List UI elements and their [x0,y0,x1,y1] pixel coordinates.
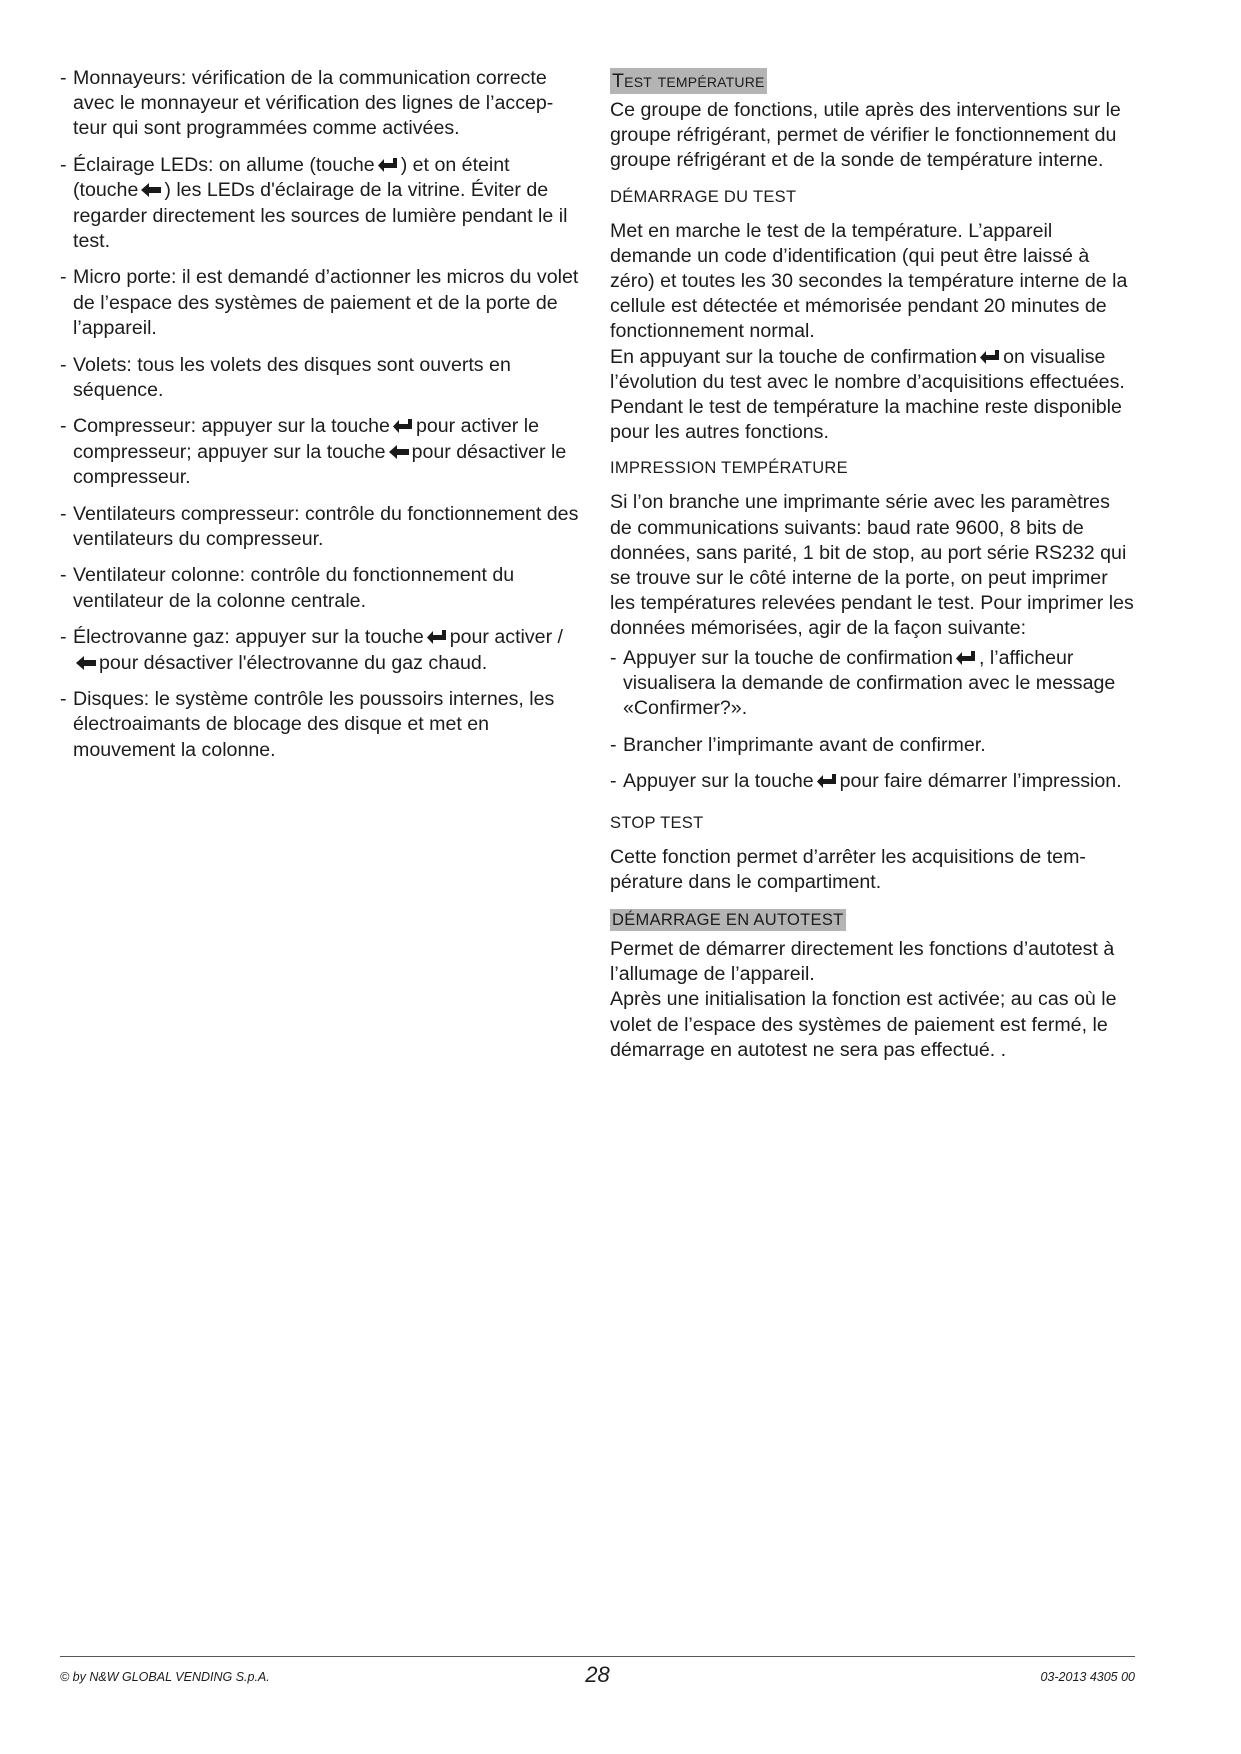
impression-paragraph: Si l’on branche une imprimante série avec les paramètres de communications suivants: baud rate 9600, 8 bits de données, sans parité, 1 bit de stop, au port série RS232 qui se trouve sur le côté interne de la porte, on peut imprimer les températures relevées pendant le test. Pour imprimer les données mémorisées, agir de la façon suivante: [610,491,1134,640]
demarrage-paragraph-1: Met en marche le test de la température. L’appareil demande un code d’identification (qui peut être laissé à zéro) et toutes les 30 secondes la température interne de la cellule est détectée et mémorisée pendant 20 minutes de fonctionnement normal. [610,219,1128,343]
demarrage-paragraph-2: En appuyant sur la touche de confirmation on visualise l’évolution du test avec le nombre d’acquisitions effectuées. [610,345,1125,393]
enter-key-icon [377,157,399,173]
heading-highlight: DÉMARRAGE EN AUTOTEST [612,911,844,930]
section-heading-demarrage-autotest [610,909,1135,931]
list-item-disques: - Disques: le système contrôle les poussoirs internes, les électroaimants de blocage des disque et met en mouvement la colonne. [60,687,580,763]
footer-copyright: © by N&W GLOBAL VENDING S.p.A. [60,1670,270,1684]
list-item-ventilateurs-compresseur: - Ventilateurs compresseur: contrôle du fonctionnement des ventilateurs du compresseur. [60,502,580,552]
impression-step-1: - Appuyer sur la touche de confirmation , l’afficheur visualisera la demande de confirmation avec le message «Confirmer?». [610,646,1135,722]
impression-step-3: - Appuyer sur la touche pour faire démarrer l’impression. [610,769,1135,794]
list-item-compresseur: - Compresseur: appuyer sur la touche pour activer le compresseur; appuyer sur la touche pour désactiver le compresseur. [60,414,580,490]
impression-steps-list [610,646,1135,795]
footer-doc-code: 03-2013 4305 00 [1040,1670,1135,1684]
impression-step-2: - Brancher l’imprimante avant de confirmer. [610,733,1135,758]
autotest-paragraph-1: Permet de démarrer directement les fonctions d’autotest à l’allumage de l’appareil. [610,938,1115,986]
back-arrow-key-icon [388,444,410,460]
enter-key-icon [816,773,838,789]
right-column [610,66,1135,1063]
list-item-monnayeurs: - Monnayeurs: vérification de la communication correcte avec le monnayeur et vérification des lignes de l’accepteur qui sont programmées comme activées. [60,66,580,142]
list-item-micro-porte: - Micro porte: il est demandé d’actionner les micros du volet de l’espace des systèmes de paiement et de la porte de l’appareil. [60,265,580,341]
autotest-paragraph-2: Après une initialisation la fonction est activée; au cas où le volet de l’espace des systèmes de paiement est fermé, le démarrage en autotest ne sera pas effectué. . [610,988,1117,1061]
left-column [60,66,580,774]
test-functions-list [60,66,580,763]
enter-key-icon [426,629,448,645]
enter-key-icon [955,650,977,666]
enter-key-icon [392,418,414,434]
enter-key-icon [979,349,1001,365]
list-item-electrovanne: - Électrovanne gaz: appuyer sur la touche pour activer / pour désactiver l'électrovanne du gaz chaud. [60,625,580,675]
page-number: 28 [585,1662,610,1687]
page-footer [60,1656,1135,1687]
test-temperature-intro: Ce groupe de fonctions, utile après des interventions sur le groupe réfrigérant, permet de vérifier le fonctionnement du groupe réfrigérant et de la sonde de température interne. [610,99,1121,172]
list-item-ventilateur-colonne: - Ventilateur colonne: contrôle du fonctionnement du ventilateur de la colonne centrale. [60,563,580,613]
heading-highlight: Test température [612,70,765,92]
back-arrow-key-icon [75,655,97,671]
subheading-demarrage-du-test: DÉMARRAGE DU TEST [610,187,797,206]
stop-test-paragraph: Cette fonction permet d’arrêter les acquisitions de température dans le compartiment. [610,845,1086,893]
list-item-volets: - Volets: tous les volets des disques sont ouverts en séquence. [60,353,580,403]
back-arrow-key-icon [140,182,162,198]
subheading-stop-test: STOP TEST [610,813,704,832]
section-heading-test-temperature [610,68,1135,94]
subheading-impression-temperature: IMPRESSION TEMPÉRATURE [610,459,848,478]
list-item-eclairage: - Éclairage LEDs: on allume (touche ) et on éteint (touche ) les LEDs d'éclairage de la vitrine. Éviter de regarder directement les sources de lumière pendant le il test. [60,153,580,254]
demarrage-paragraph-3: Pendant le test de température la machine reste disponible pour les autres fonctions. [610,396,1122,444]
